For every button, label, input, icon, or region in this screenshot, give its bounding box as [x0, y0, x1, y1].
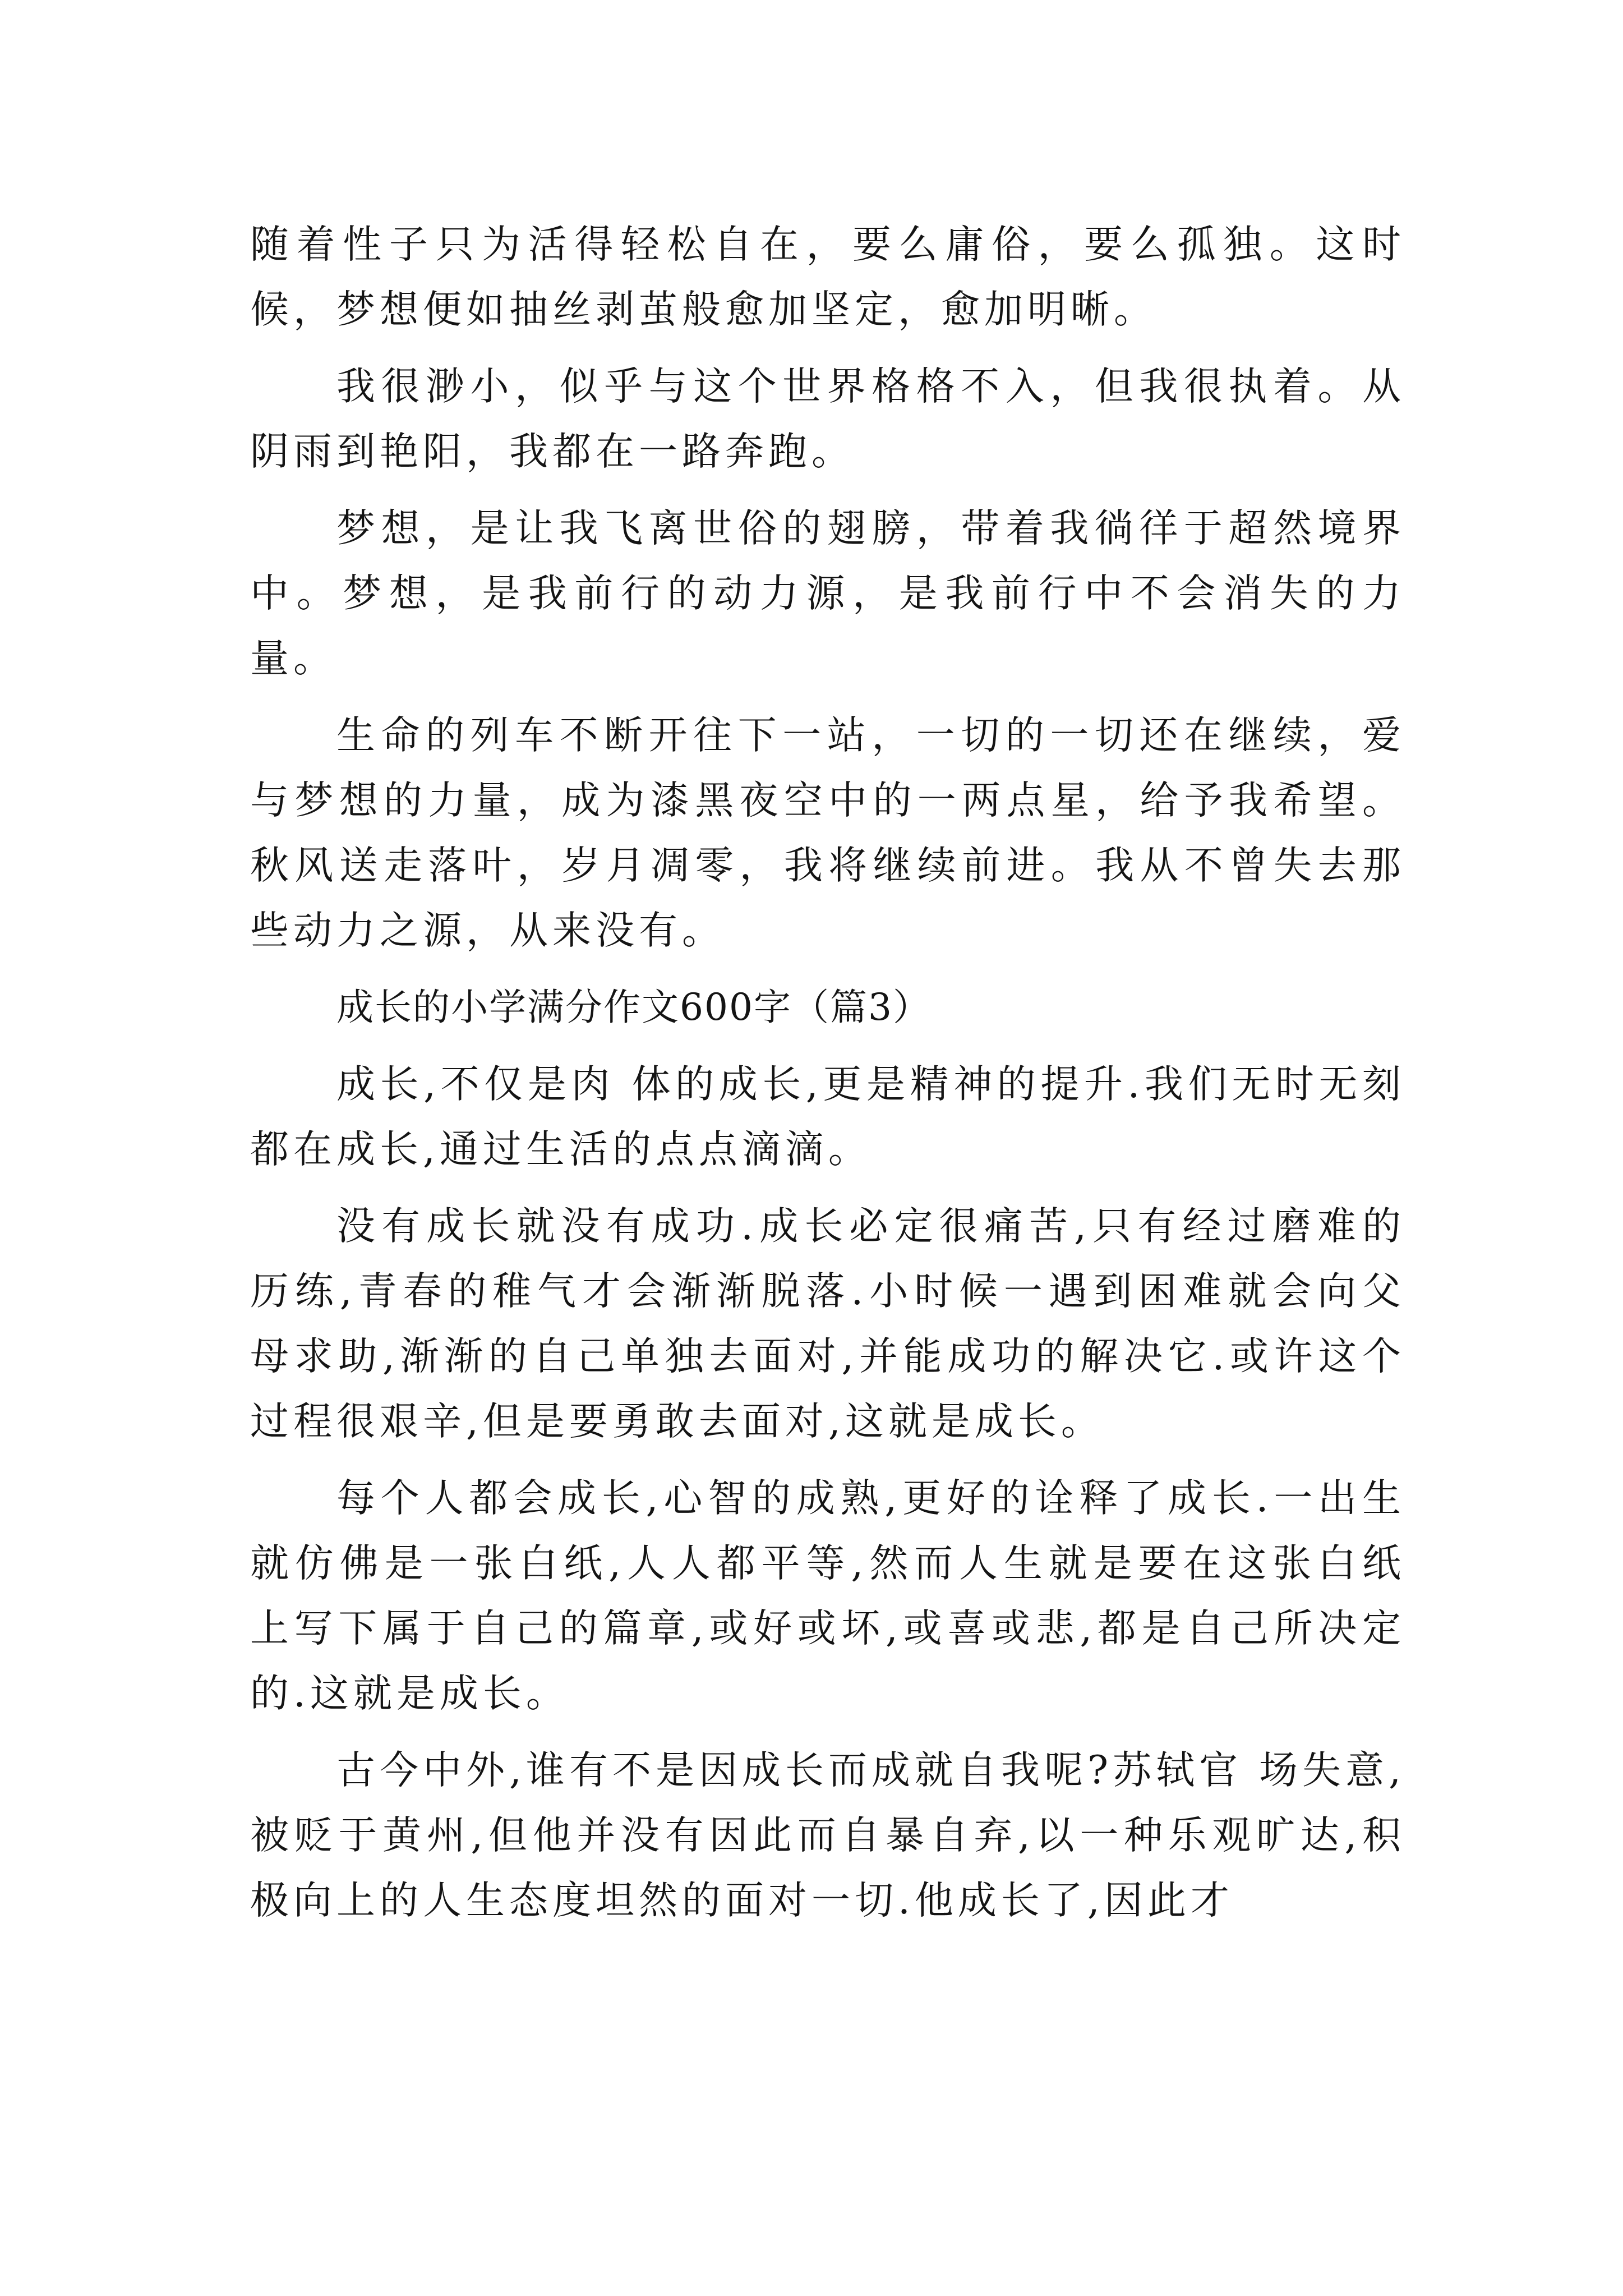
paragraph: 梦想，是让我飞离世俗的翅膀，带着我徜徉于超然境界中。梦想，是我前行的动力源，是我前行中不会消失的力量。: [250, 506, 1405, 681]
paragraph: 成长,不仅是肉 体的成长,更是精神的提升.我们无时无刻都在成长,通过生活的点点滴滴。: [250, 1062, 1405, 1172]
paragraph: 没有成长就没有成功.成长必定很痛苦,只有经过磨难的历练,青春的稚气才会渐渐脱落.小时候一遇到困难就会向父母求助,渐渐的自己单独去面对,并能成功的解决它.或许这个过程很艰辛,但是要勇敢去面对,这就是成长。: [250, 1204, 1405, 1444]
essay-body: [250, 212, 1405, 1945]
paragraph: 生命的列车不断开往下一站，一切的一切还在继续，爱与梦想的力量，成为漆黑夜空中的一两点星，给予我希望。秋风送走落叶，岁月凋零，我将继续前进。我从不曾失去那些动力之源，从来没有。: [250, 713, 1405, 953]
paragraph: 每个人都会成长,心智的成熟,更好的诠释了成长.一出生就仿佛是一张白纸,人人都平等,然而人生就是要在这张白纸上写下属于自己的篇章,或好或坏,或喜或悲,都是自己所决定的.这就是成长。: [250, 1476, 1405, 1716]
paragraph: 我很渺小，似乎与这个世界格格不入，但我很执着。从阴雨到艳阳，我都在一路奔跑。: [250, 364, 1405, 474]
paragraph-continuation: 随着性子只为活得轻松自在，要么庸俗，要么孤独。这时候，梦想便如抽丝剥茧般愈加坚定，愈加明晰。: [250, 222, 1405, 332]
essay-heading: 成长的小学满分作文600字（篇3）: [336, 986, 931, 1029]
paragraph: 古今中外,谁有不是因成长而成就自我呢?苏轼官 场失意,被贬于黄州,但他并没有因此而自暴自弃,以一种乐观旷达,积极向上的人生态度坦然的面对一切.他成长了,因此才: [250, 1748, 1405, 1923]
